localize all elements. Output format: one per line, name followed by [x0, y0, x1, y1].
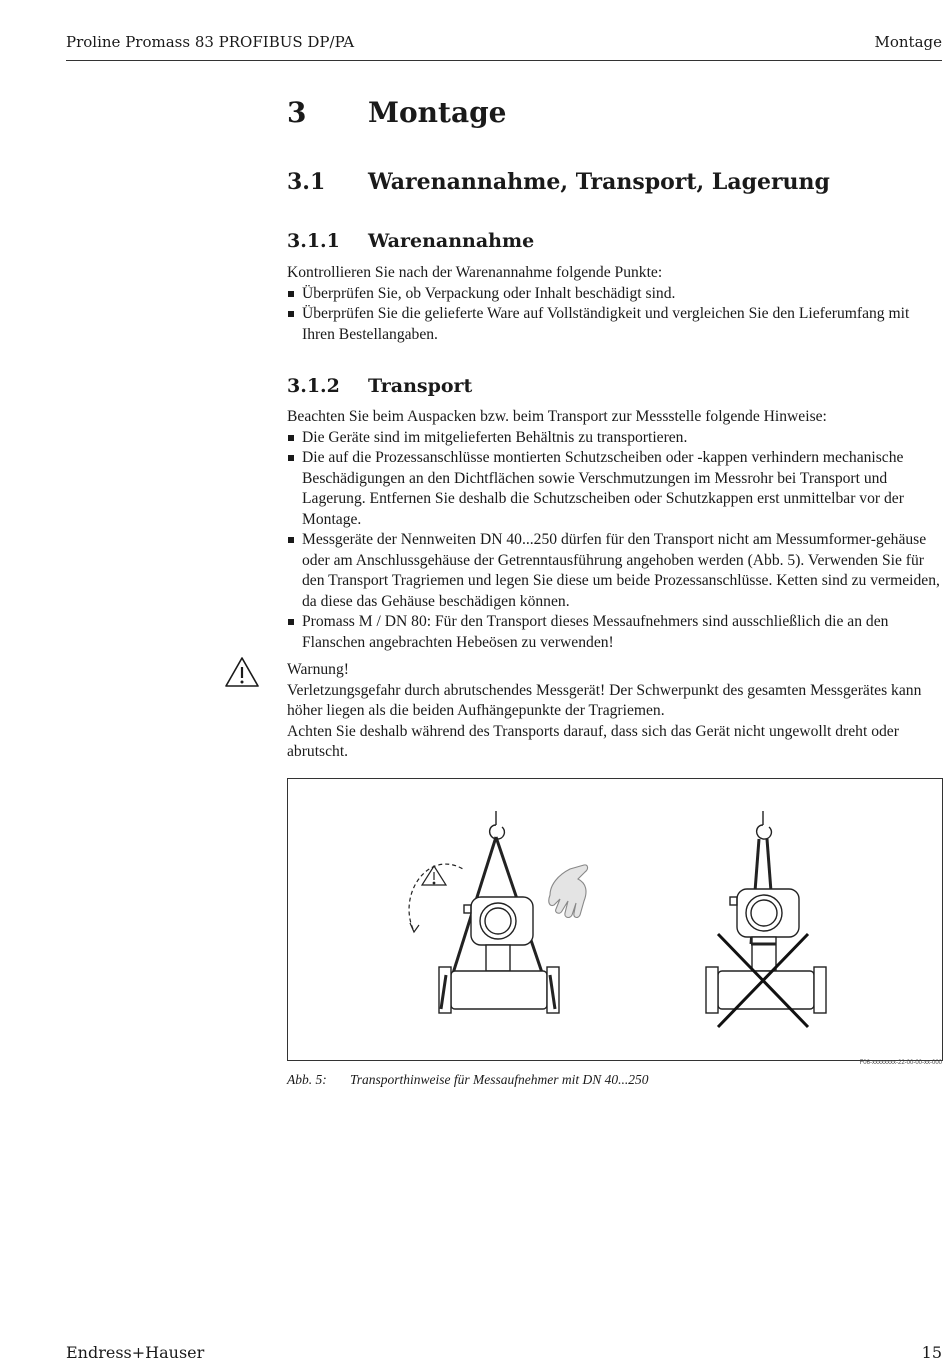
- page-number: 15: [921, 1343, 942, 1362]
- hand-icon: [549, 865, 588, 918]
- caption-text: Transporthinweise für Messaufnehmer mit DN 40...250: [350, 1072, 649, 1087]
- chapter-title: Montage: [368, 96, 507, 129]
- warning-block: [287, 660, 942, 763]
- list-item: Promass M / DN 80: Für den Transport dieses Messaufnehmers sind ausschließlich die an den Flanschen angebrachten Hebeösen zu verwenden!: [287, 612, 942, 653]
- subsection-heading-transport: [287, 375, 472, 397]
- paragraph: Beachten Sie beim Auspacken bzw. beim Transport zur Messstelle folgende Hinweise:: [287, 408, 827, 425]
- subsection-number: 3.1.1: [287, 230, 340, 252]
- footer-brand: Endress+Hauser: [66, 1343, 205, 1362]
- figure-transport: [287, 778, 943, 1061]
- header-title: Proline Promass 83 PROFIBUS DP/PA: [66, 33, 355, 51]
- list-item: Die auf die Prozessanschlüsse montierten Schutzscheiben oder -kappen verhindern mechanische Beschädigungen an den Dichtflächen sowie Verschmutzungen im Messrohr bei Transport und Lagerung. Entfernen Sie deshalb die Schutzscheiben oder Schutzkappen erst unmittelbar vor der Montage.: [287, 448, 942, 530]
- warning-triangle-icon: [224, 656, 260, 688]
- transport-body: [287, 407, 942, 653]
- chapter-number: 3: [287, 96, 307, 129]
- section-title: Warenannahme, Transport, Lagerung: [368, 169, 830, 195]
- bullet-list: [287, 284, 942, 346]
- rotation-warning-icon: [409, 864, 463, 932]
- list-item: Messgeräte der Nennweiten DN 40...250 dürfen für den Transport nicht am Messumformer-gehäuse oder am Anschlussgehäuse der Getrenntausführung angehoben werden (Abb. 5). Verwenden Sie für den Transport Tragriemen und legen Sie diese um beide Prozessanschlüsse. Ketten sind zu vermeiden, da diese das Gehäuse beschädigen können.: [287, 530, 942, 612]
- paragraph: Kontrollieren Sie nach der Warenannahme folgende Punkte:: [287, 264, 663, 281]
- header-rule: [66, 60, 942, 61]
- list-item: Die Geräte sind im mitgelieferten Behältnis zu transportieren.: [287, 428, 942, 449]
- caption-label: Abb. 5:: [287, 1072, 327, 1087]
- warenannahme-body: [287, 263, 942, 345]
- warning-text: Verletzungsgefahr durch abrutschendes Messgerät! Der Schwerpunkt des gesamten Messgerätes kann höher liegen als die beiden Aufhängepunkte der Tragriemen.: [287, 681, 922, 719]
- section-number: 3.1: [287, 169, 326, 195]
- warning-title: Warnung!: [287, 661, 349, 678]
- figure-caption: [287, 1072, 649, 1088]
- subsection-title: Transport: [368, 375, 473, 397]
- figure-code: F06-xxxxxxxx-22-00-00-xx-000: [859, 1060, 942, 1066]
- list-item: Überprüfen Sie die gelieferte Ware auf Vollständigkeit und vergleichen Sie den Lieferumfang mit Ihren Bestellangaben.: [287, 304, 942, 345]
- bullet-list: [287, 428, 942, 654]
- subsection-heading-warenannahme: [287, 230, 534, 252]
- device-correct: [439, 811, 559, 1013]
- subsection-title: Warenannahme: [368, 230, 535, 252]
- section-heading: [287, 169, 830, 195]
- header-section: Montage: [874, 33, 942, 51]
- warning-text: Achten Sie deshalb während des Transports darauf, dass sich das Gerät nicht ungewollt dreht oder abrutscht.: [287, 722, 899, 760]
- transport-illustration: [288, 779, 942, 1060]
- chapter-heading: [287, 96, 507, 129]
- list-item: Überprüfen Sie, ob Verpackung oder Inhalt beschädigt sind.: [287, 284, 942, 305]
- subsection-number: 3.1.2: [287, 375, 340, 397]
